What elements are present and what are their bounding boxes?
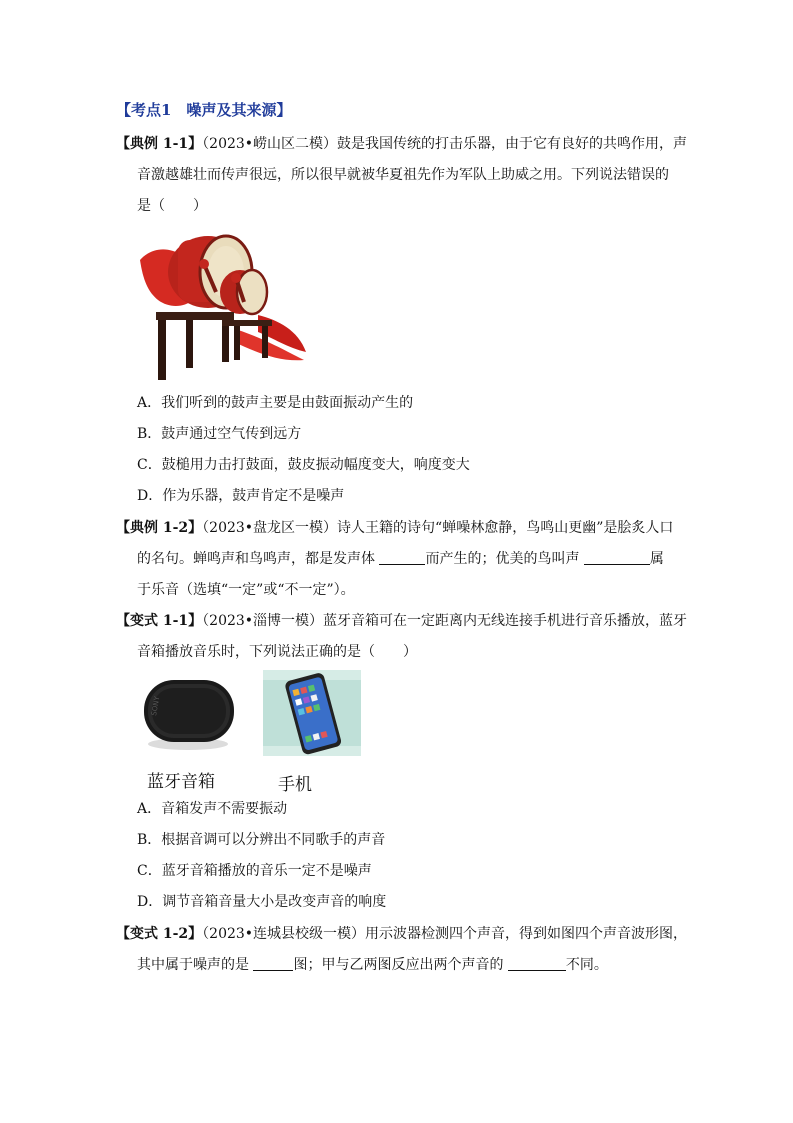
question-4-text-1: （2023•连城县校级一模）用示波器检测四个声音，得到如图四个声音波形图， (202, 926, 688, 942)
question-4-line-2 (137, 955, 608, 975)
phone-caption: 手机 (278, 775, 312, 795)
question-1-line-3: 是（ ） (137, 198, 207, 214)
question-3-tag: 【变式 1-1】 (116, 613, 203, 629)
question-4-text-2b: 图；甲与乙两图反应出两个声音的 (293, 957, 504, 973)
question-1-tag: 【典例 1-1】 (116, 136, 203, 152)
question-2-line-3: 于乐音（选填“一定”或“不一定”）。 (137, 582, 355, 598)
question-2-line-1 (116, 518, 673, 538)
phone-image (263, 670, 361, 756)
question-1-line-1 (116, 134, 687, 154)
question-1-line-2: 音激越雄壮而传声很远，所以很早就被华夏祖先作为军队上助威之用。下列说法错误的 (137, 167, 669, 183)
answer-blank-4[interactable] (508, 956, 566, 971)
question-3-line-2: 音箱播放音乐时，下列说法正确的是（ ） (137, 644, 417, 660)
question-2-text-2c: 属 (649, 551, 664, 567)
question-4-tag: 【变式 1-2】 (116, 926, 203, 942)
answer-blank-2[interactable] (584, 550, 650, 565)
speaker-caption: 蓝牙音箱 (147, 772, 215, 792)
section-title: 【考点1 噪声及其来源】 (116, 101, 292, 119)
bluetooth-speaker-image (138, 672, 238, 758)
question-1-option-d: D．作为乐器，鼓声肯定不是噪声 (137, 488, 345, 504)
question-1-option-a: A．我们听到的鼓声主要是由鼓面振动产生的 (137, 395, 414, 411)
question-1-option-b: B．鼓声通过空气传到远方 (137, 426, 302, 442)
drum-image (138, 220, 308, 382)
answer-blank-1[interactable] (379, 550, 425, 565)
question-4-text-2a: 其中属于噪声的是 (137, 957, 249, 973)
question-2-tag: 【典例 1-2】 (116, 520, 203, 536)
answer-blank-3[interactable] (253, 956, 293, 971)
question-2-text-2b: 而产生的；优美的鸟叫声 (425, 551, 580, 567)
question-2-text-1: （2023•盘龙区一模）诗人王籍的诗句“蝉噪林愈静，鸟鸣山更幽”是脍炙人口 (202, 520, 674, 536)
question-1-option-c: C．鼓槌用力击打鼓面，鼓皮振动幅度变大，响度变大 (137, 457, 470, 473)
question-3-option-d: D．调节音箱音量大小是改变声音的响度 (137, 894, 387, 910)
question-3-option-b: B．根据音调可以分辨出不同歌手的声音 (137, 832, 386, 848)
question-4-text-2c: 不同。 (565, 957, 608, 973)
question-4-line-1 (116, 924, 687, 944)
question-1-text-1: （2023•崂山区二模）鼓是我国传统的打击乐器，由于它有良好的共鸣作用，声 (202, 136, 688, 152)
question-3-option-c: C．蓝牙音箱播放的音乐一定不是噪声 (137, 863, 372, 879)
question-3-option-a: A．音箱发声不需要振动 (137, 801, 288, 817)
question-3-text-1: （2023•淄博一模）蓝牙音箱可在一定距离内无线连接手机进行音乐播放，蓝牙 (202, 613, 688, 629)
question-2-line-2 (137, 549, 664, 569)
question-3-line-1 (116, 611, 687, 631)
speaker-brand-label: SONY (150, 695, 162, 717)
question-2-text-2a: 的名句。蝉鸣声和鸟鸣声，都是发声体 (137, 551, 375, 567)
